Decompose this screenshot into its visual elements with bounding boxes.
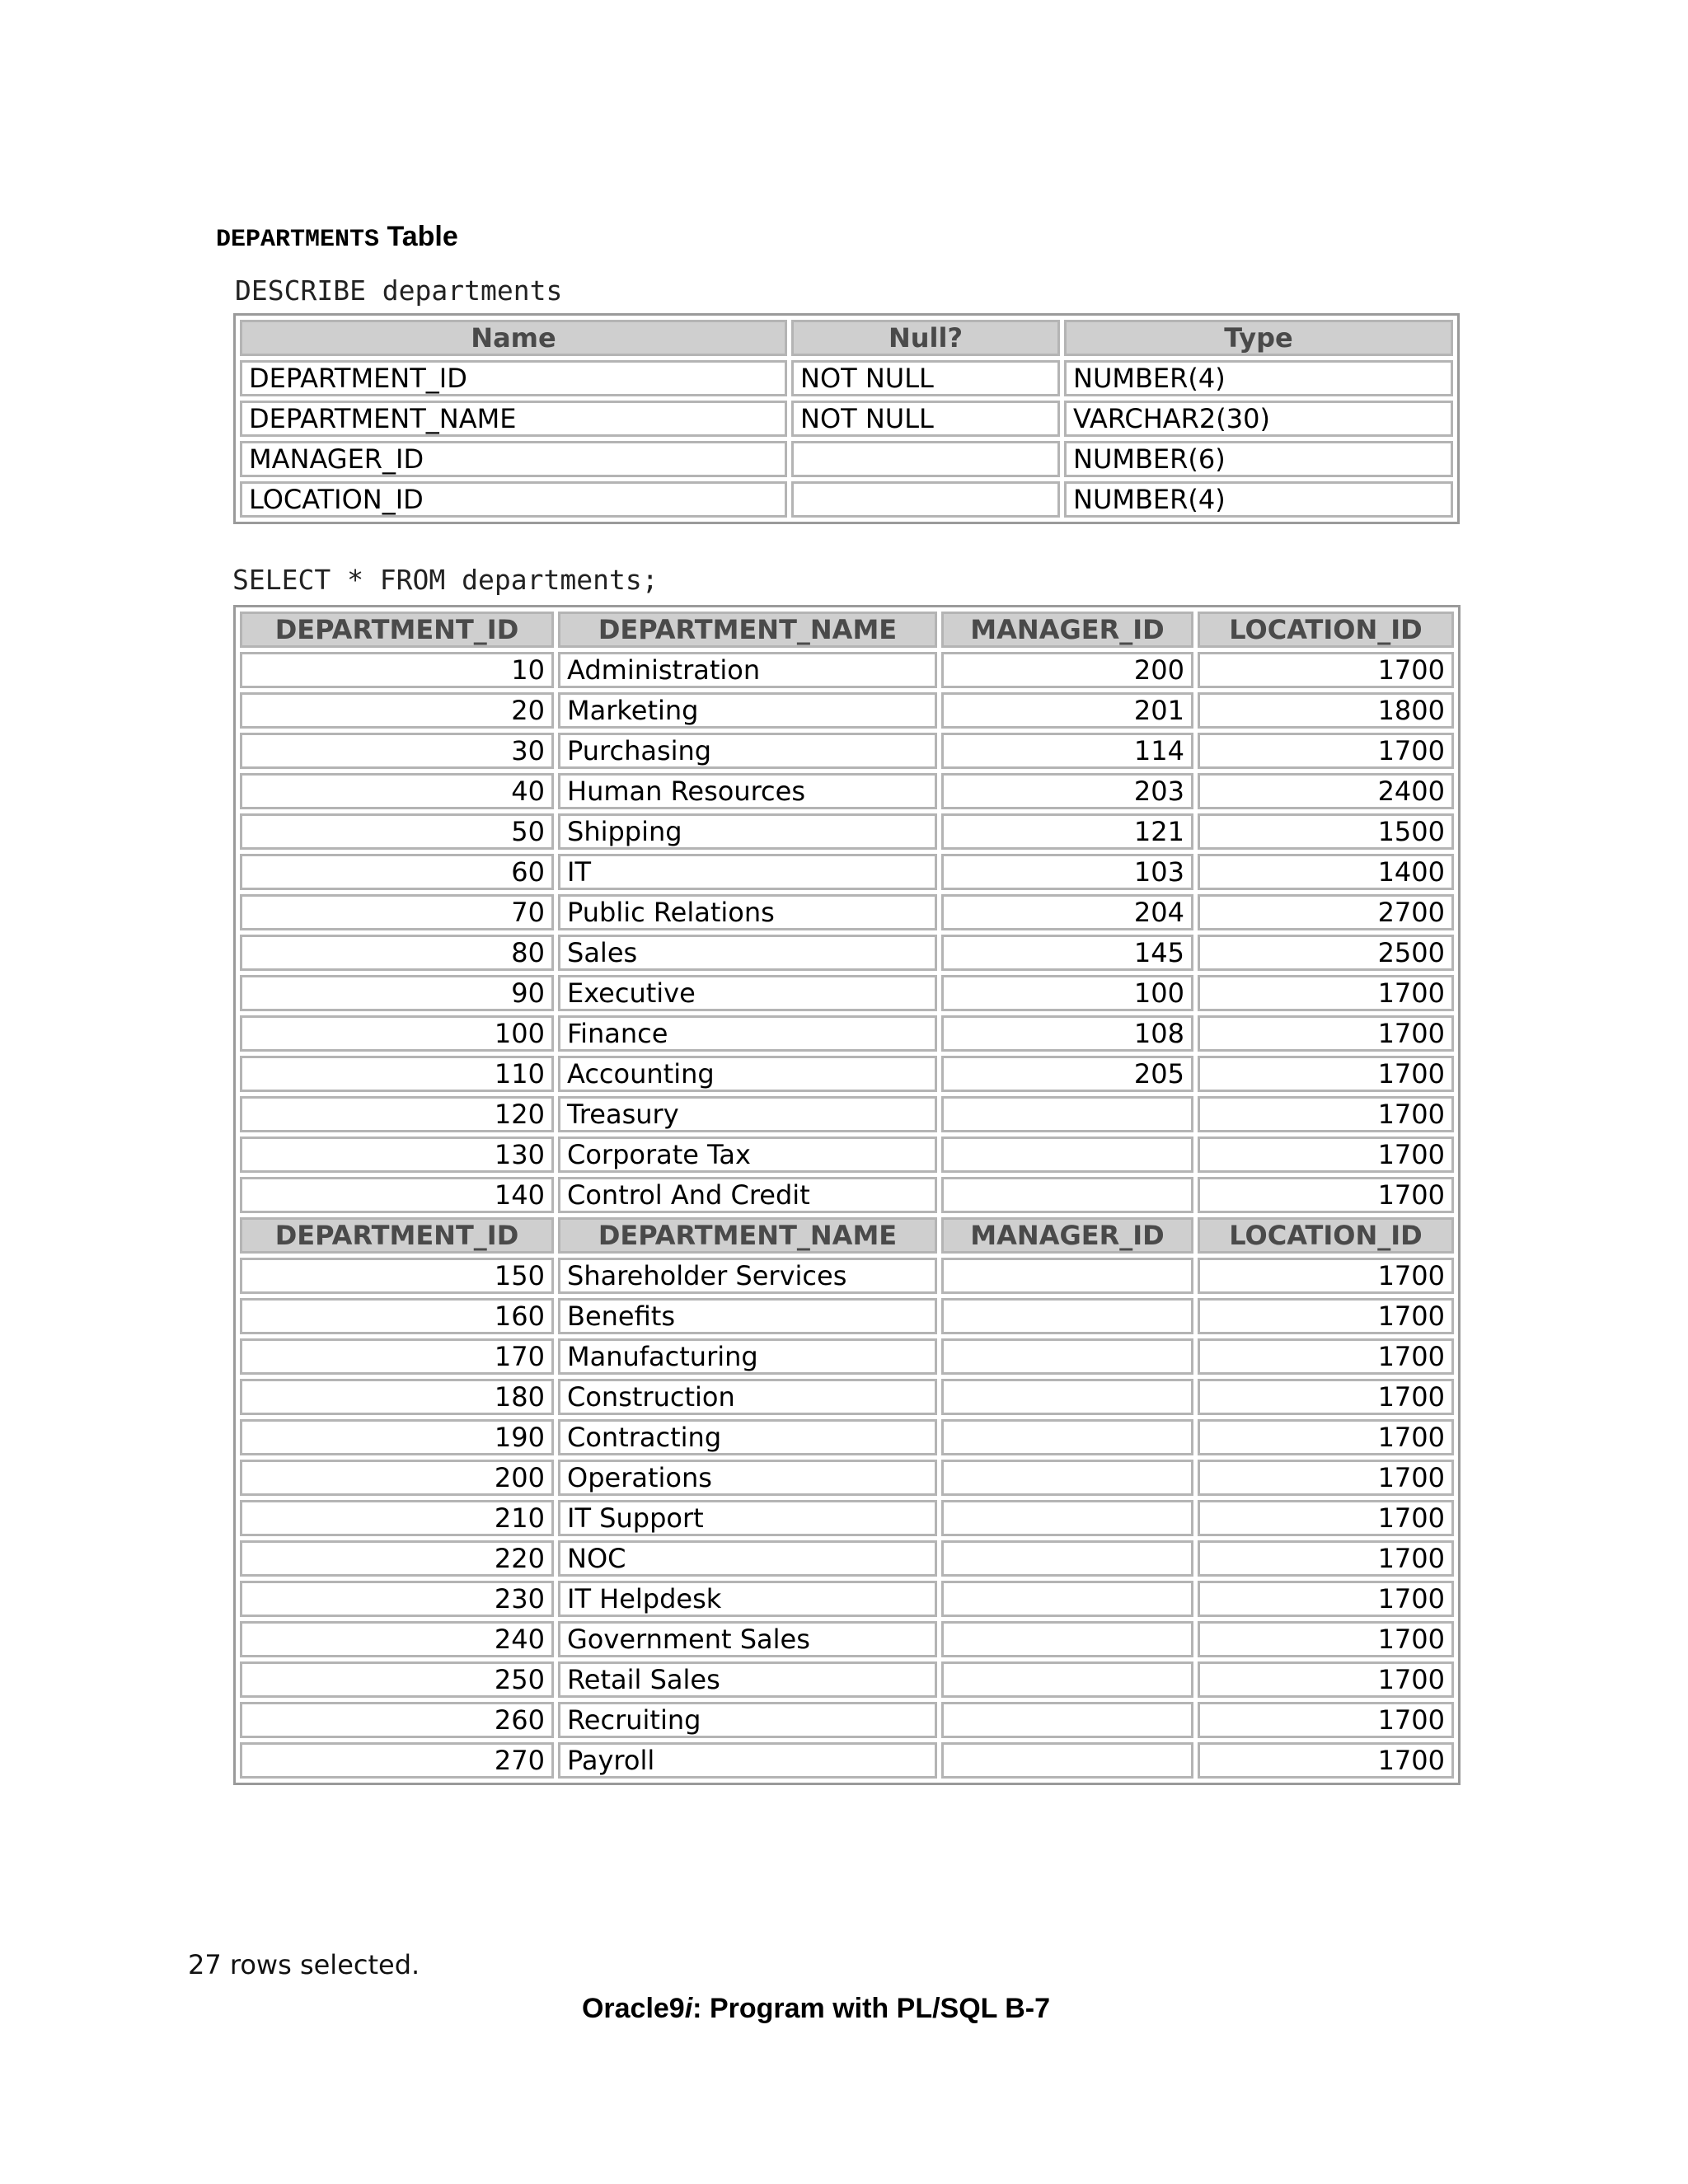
describe-command: DESCRIBE departments [235,274,563,307]
table-cell: 210 [240,1500,554,1536]
table-cell: 240 [240,1621,554,1657]
table-cell: 30 [240,733,554,769]
table-cell: Recruiting [558,1702,937,1738]
table-row [240,1137,1454,1173]
table-cell [941,1177,1193,1213]
table-cell: 1800 [1198,692,1454,729]
footer-product: Oracle9 [581,1993,685,2024]
describe-row [240,401,1453,437]
table-cell: 1700 [1198,1460,1454,1496]
table-cell: Marketing [558,692,937,729]
select-command: SELECT * FROM departments; [232,564,659,596]
table-cell: Retail Sales [558,1661,937,1698]
section-title-code: DEPARTMENTS [216,226,380,254]
describe-cell: NUMBER(4) [1064,481,1453,518]
results-header-row [240,612,1454,648]
table-cell: 1700 [1198,1056,1454,1092]
table-cell: 1700 [1198,1015,1454,1052]
results-column-header: DEPARTMENT_ID [240,1217,554,1254]
describe-column-header: Null? [791,320,1060,356]
table-cell: 1500 [1198,813,1454,850]
table-row [240,1015,1454,1052]
table-cell [941,1661,1193,1698]
table-row [240,733,1454,769]
table-cell: 200 [240,1460,554,1496]
table-row [240,1540,1454,1577]
describe-header-row [240,320,1453,356]
results-column-header: LOCATION_ID [1198,1217,1454,1254]
table-cell: 150 [240,1258,554,1294]
table-row [240,1661,1454,1698]
table-cell: 220 [240,1540,554,1577]
table-cell [941,1702,1193,1738]
table-cell: 1700 [1198,1500,1454,1536]
describe-cell: LOCATION_ID [240,481,787,518]
table-cell: 130 [240,1137,554,1173]
table-cell [941,1258,1193,1294]
results-column-header: DEPARTMENT_NAME [558,612,937,648]
table-cell: 230 [240,1581,554,1617]
table-cell: Government Sales [558,1621,937,1657]
table-row [240,1581,1454,1617]
table-row [240,1742,1454,1779]
describe-cell [791,441,1060,477]
table-row [240,1338,1454,1375]
describe-cell: DEPARTMENT_ID [240,360,787,396]
table-row [240,773,1454,809]
table-cell: NOC [558,1540,937,1577]
table-row [240,894,1454,930]
table-cell: 140 [240,1177,554,1213]
table-cell [941,1298,1193,1334]
table-cell: 1700 [1198,1298,1454,1334]
table-cell: 100 [941,975,1193,1011]
table-cell: Executive [558,975,937,1011]
table-cell: 170 [240,1338,554,1375]
results-column-header: DEPARTMENT_NAME [558,1217,937,1254]
table-cell: 201 [941,692,1193,729]
rows-selected-message: 27 rows selected. [188,1949,420,1980]
table-cell: 145 [941,935,1193,971]
table-cell [941,1137,1193,1173]
table-cell: 1700 [1198,1661,1454,1698]
results-header-row [240,1217,1454,1254]
table-cell: 270 [240,1742,554,1779]
table-cell: Manufacturing [558,1338,937,1375]
table-cell: Finance [558,1015,937,1052]
describe-cell: NUMBER(4) [1064,360,1453,396]
table-row [240,1500,1454,1536]
describe-column-header: Name [240,320,787,356]
table-cell: Shipping [558,813,937,850]
table-cell: 50 [240,813,554,850]
table-cell: Accounting [558,1056,937,1092]
table-cell: 1700 [1198,1137,1454,1173]
table-row [240,1621,1454,1657]
section-title-word: Table [387,221,458,252]
table-cell [941,1621,1193,1657]
table-cell: 205 [941,1056,1193,1092]
describe-column-header: Type [1064,320,1453,356]
table-cell: 120 [240,1096,554,1132]
table-cell [941,1419,1193,1455]
table-cell: Human Resources [558,773,937,809]
table-cell: 1700 [1198,733,1454,769]
results-column-header: MANAGER_ID [941,612,1193,648]
table-cell: 1700 [1198,1258,1454,1294]
describe-row [240,360,1453,396]
table-row [240,1419,1454,1455]
table-cell: 2400 [1198,773,1454,809]
table-row [240,652,1454,688]
table-cell: 110 [240,1056,554,1092]
table-cell: 160 [240,1298,554,1334]
table-cell: 100 [240,1015,554,1052]
table-cell [941,1338,1193,1375]
table-cell [941,1379,1193,1415]
table-row [240,1177,1454,1213]
table-cell: 260 [240,1702,554,1738]
describe-cell: VARCHAR2(30) [1064,401,1453,437]
table-cell: Administration [558,652,937,688]
table-cell: 203 [941,773,1193,809]
table-row [240,1460,1454,1496]
table-cell: 1700 [1198,1177,1454,1213]
select-results-table [233,605,1461,1785]
describe-cell: NOT NULL [791,360,1060,396]
table-cell: Purchasing [558,733,937,769]
table-cell: Shareholder Services [558,1258,937,1294]
section-title [216,221,458,254]
table-row [240,1096,1454,1132]
table-cell: 1700 [1198,1742,1454,1779]
table-row [240,813,1454,850]
table-cell: 200 [941,652,1193,688]
describe-cell: NOT NULL [791,401,1060,437]
describe-table [233,313,1460,524]
table-cell: Public Relations [558,894,937,930]
table-cell: Control And Credit [558,1177,937,1213]
describe-cell [791,481,1060,518]
describe-cell: MANAGER_ID [240,441,787,477]
table-cell [941,1581,1193,1617]
table-row [240,1702,1454,1738]
table-cell: 1700 [1198,1702,1454,1738]
table-row [240,935,1454,971]
table-cell: 2700 [1198,894,1454,930]
table-cell: 60 [240,854,554,890]
table-cell: 2500 [1198,935,1454,971]
table-cell [941,1742,1193,1779]
describe-cell: DEPARTMENT_NAME [240,401,787,437]
results-column-header: DEPARTMENT_ID [240,612,554,648]
table-cell: 103 [941,854,1193,890]
table-cell: 1700 [1198,975,1454,1011]
table-cell: 1400 [1198,854,1454,890]
table-cell: Contracting [558,1419,937,1455]
table-cell: 190 [240,1419,554,1455]
table-row [240,692,1454,729]
table-cell: 250 [240,1661,554,1698]
table-cell: 10 [240,652,554,688]
table-cell: 90 [240,975,554,1011]
footer-rest: : Program with PL/SQL B-7 [692,1993,1051,2024]
results-column-header: MANAGER_ID [941,1217,1193,1254]
table-row [240,1258,1454,1294]
table-cell: Benefits [558,1298,937,1334]
describe-row [240,441,1453,477]
table-cell: 180 [240,1379,554,1415]
table-cell [941,1460,1193,1496]
table-cell: 20 [240,692,554,729]
table-cell: IT [558,854,937,890]
table-row [240,854,1454,890]
table-cell: 1700 [1198,652,1454,688]
table-cell: 1700 [1198,1621,1454,1657]
table-cell [941,1540,1193,1577]
describe-row [240,481,1453,518]
table-cell: 70 [240,894,554,930]
table-row [240,1379,1454,1415]
table-cell: 1700 [1198,1419,1454,1455]
table-cell: 204 [941,894,1193,930]
table-cell: 108 [941,1015,1193,1052]
footer-product-suffix: i [684,1993,693,2024]
table-cell: 121 [941,813,1193,850]
table-cell: Construction [558,1379,937,1415]
table-cell: 1700 [1198,1096,1454,1132]
table-cell [941,1096,1193,1132]
table-cell: Treasury [558,1096,937,1132]
results-column-header: LOCATION_ID [1198,612,1454,648]
table-cell: 40 [240,773,554,809]
table-cell: 80 [240,935,554,971]
table-cell: Corporate Tax [558,1137,937,1173]
table-cell: Operations [558,1460,937,1496]
table-cell: 1700 [1198,1379,1454,1415]
table-cell: 1700 [1198,1540,1454,1577]
table-cell: Sales [558,935,937,971]
table-cell: 114 [941,733,1193,769]
table-row [240,1298,1454,1334]
table-row [240,1056,1454,1092]
table-row [240,975,1454,1011]
describe-cell: NUMBER(6) [1064,441,1453,477]
page-footer [0,1993,1632,2025]
table-cell: 1700 [1198,1581,1454,1617]
table-cell: IT Support [558,1500,937,1536]
table-cell [941,1500,1193,1536]
table-cell: Payroll [558,1742,937,1779]
table-cell: IT Helpdesk [558,1581,937,1617]
table-cell: 1700 [1198,1338,1454,1375]
